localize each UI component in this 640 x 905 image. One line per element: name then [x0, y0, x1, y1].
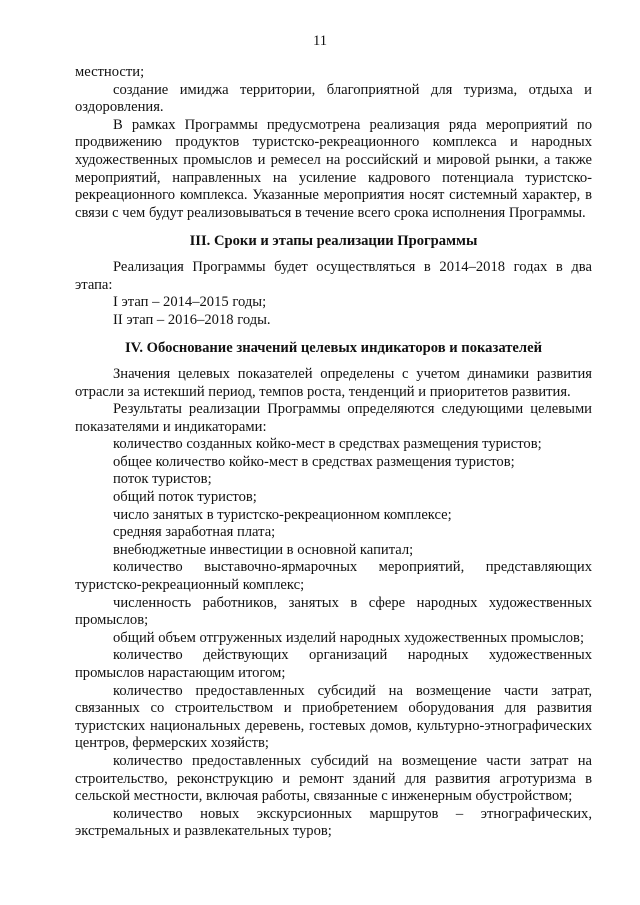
section-heading-4: IV. Обоснование значений целевых индикаторов и показателей — [125, 340, 542, 357]
paragraph-fragment: местности; — [75, 64, 145, 80]
stage-1: I этап – 2014–2015 годы; — [113, 294, 267, 311]
list-item-indicator: число занятых в туристско-рекреационном комплексе; — [113, 506, 452, 523]
list-item-indicator: внебюджетные инвестиции в основной капитал; — [113, 541, 414, 558]
list-item-indicator: количество выставочно-ярмарочных мероприятий, представляющих туристско-рекреационный комплекс; — [75, 559, 592, 594]
list-item-indicator: общий поток туристов; — [113, 489, 257, 506]
list-item-indicator: поток туристов; — [113, 471, 212, 488]
paragraph-program-results: Результаты реализации Программы определяются следующими целевыми показателями и индикаторами: — [75, 401, 592, 435]
list-item-indicator: количество предоставленных субсидий на возмещение части затрат на строительство, реконструкцию и ремонт зданий для развития агротуризма в сельской местности, включая работы, связанные с инженерным обустройством; — [75, 752, 592, 805]
paragraph-indicator-values: Значения целевых показателей определены с учетом динамики развития отрасли за истекший период, темпов роста, тенденций и приоритетов развития. — [75, 365, 592, 400]
list-item-indicator: средняя заработная плата; — [113, 524, 276, 541]
page-number: 11 — [312, 33, 328, 49]
paragraph-program-measures: В рамках Программы предусмотрена реализация ряда мероприятий по продвижению продуктов туристско-рекреационного комплекса и народных художественных промыслов и ремесел на российский и мировой рынки, а также мероприятий, направленных на усиление кадрового потенциала туристско-рекреационного комплекса. Указанные мероприятия носят системный характер, в связи с чем будут реализовываться в течение всего срока исполнения Программы. — [75, 116, 592, 221]
list-item-indicator: количество созданных койко-мест в средствах размещения туристов; — [113, 436, 542, 453]
list-item-indicator: общий объем отгруженных изделий народных художественных промыслов; — [113, 629, 585, 646]
paragraph-image-creation: создание имиджа территории, благоприятной для туризма, отдыха и оздоровления. — [75, 81, 592, 116]
paragraph-implementation-period: Реализация Программы будет осуществляться в 2014–2018 годах в два этапа: — [75, 258, 592, 293]
section-heading-3: III. Сроки и этапы реализации Программы — [189, 233, 478, 250]
list-item-indicator: численность работников, занятых в сфере народных художественных промыслов; — [75, 594, 592, 629]
list-item-indicator: общее количество койко-мест в средствах размещения туристов; — [113, 453, 515, 470]
list-item-indicator: количество предоставленных субсидий на возмещение части затрат, связанных со строительством и приобретением оборудования для развития туристских национальных деревень, гостевых домов, культурно-этнографических центров, фермерских хозяйств; — [75, 682, 592, 752]
stage-2: II этап – 2016–2018 годы. — [113, 311, 271, 328]
list-item-indicator: количество новых экскурсионных маршрутов – этнографических, экстремальных и развлекательных туров; — [75, 805, 592, 840]
list-item-indicator: количество действующих организаций народных художественных промыслов нарастающим итогом; — [75, 647, 592, 681]
document-body — [75, 64, 592, 841]
